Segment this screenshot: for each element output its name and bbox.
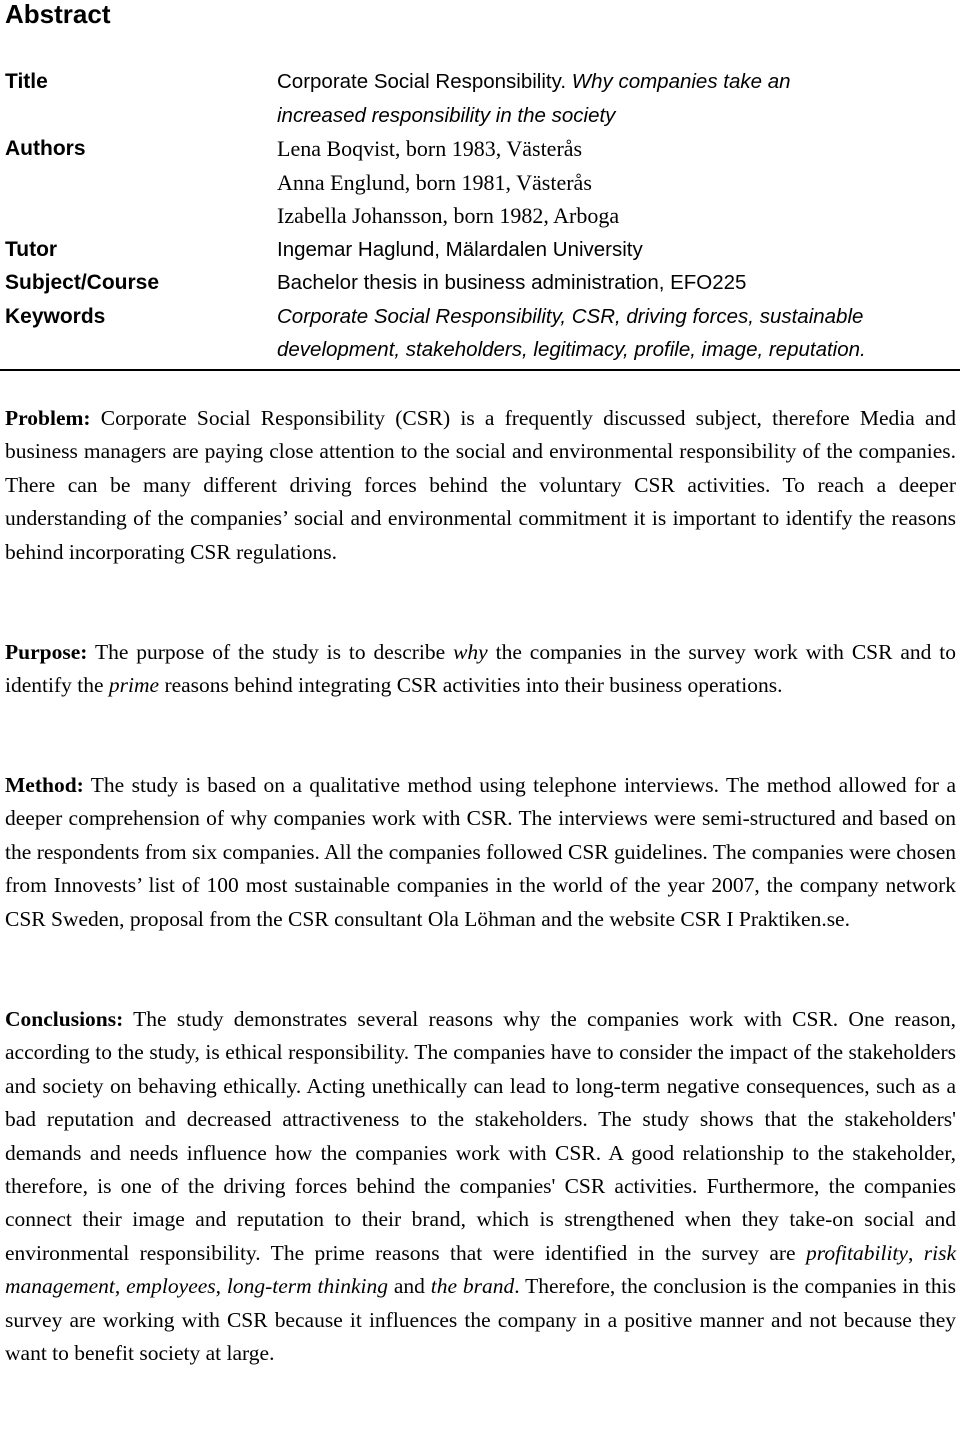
method-paragraph xyxy=(5,769,956,936)
conclusions-paragraph xyxy=(5,1003,956,1370)
conclusions-text: . Therefore, the conclusion is the companies in this survey are working with CSR because it influences the company in a positive manner and not because they want to benefit society at large. xyxy=(5,1274,956,1366)
purpose-text: the companies in the survey work with CSR and to identify the xyxy=(5,640,957,698)
authors-row xyxy=(5,132,955,233)
authors-list xyxy=(277,132,955,233)
conclusions-text: and xyxy=(393,1274,425,1299)
subject-value: Bachelor thesis in business administration, EFO225 xyxy=(277,271,747,294)
title-main: Corporate Social Responsibility. xyxy=(277,70,567,93)
title-subtitle-line-2: increased responsibility in the society xyxy=(277,103,616,127)
keywords-row xyxy=(5,300,955,367)
conclusions-emphasis: profitability xyxy=(806,1240,908,1265)
title-row xyxy=(5,65,955,132)
problem-text: Corporate Social Responsibility (CSR) is a frequently discussed subject, therefore Media and business managers are paying close attention to the social and environmental responsibility of the companies. There can be many different driving forces behind the voluntary CSR activities. To reach a deeper understanding of the companies’ social and environmental commitment it is important to identify the reasons behind incorporating CSR regulations. xyxy=(5,406,956,564)
subject-label: Subject/Course xyxy=(5,271,160,294)
title-value xyxy=(277,65,955,132)
purpose-emphasis: why xyxy=(453,640,488,664)
method-label: Method: xyxy=(5,773,84,797)
purpose-emphasis: prime xyxy=(108,673,160,698)
keywords-label: Keywords xyxy=(5,304,106,328)
tutor-value: Ingemar Haglund, Mälardalen University xyxy=(277,237,643,261)
conclusions-emphasis: long-term thinking xyxy=(226,1274,389,1299)
problem-label: Problem: xyxy=(5,406,91,430)
author: Izabella Johansson, born 1982, Arboga xyxy=(277,203,620,228)
tutor-label: Tutor xyxy=(5,237,58,261)
title-subtitle-line-1: Why companies take an xyxy=(571,70,791,93)
tutor-row xyxy=(5,233,955,267)
comma: , xyxy=(114,1274,121,1299)
metadata-table xyxy=(5,65,955,367)
method-text: The study is based on a qualitative method using telephone interviews. The method allowed for a deeper comprehension of why companies work with CSR. The interviews were semi-structured and based on the respondents from six companies. All the companies followed CSR guidelines. The companies were chosen from Innovests’ list of 100 most sustainable companies in the world of the year 2007, the company network CSR Sweden, proposal from the CSR consultant Ola Löhman and the website CSR I Praktiken.se. xyxy=(5,773,956,931)
purpose-paragraph xyxy=(5,636,956,703)
subject-row xyxy=(5,266,955,300)
comma: , xyxy=(215,1274,222,1299)
conclusions-label: Conclusions: xyxy=(5,1007,124,1031)
comma: , xyxy=(907,1240,914,1265)
purpose-text: The purpose of the study is to describe xyxy=(94,640,446,664)
purpose-text: reasons behind integrating CSR activities into their business operations. xyxy=(164,673,783,698)
conclusions-text: The study demonstrates several reasons why the companies work with CSR. One reason, according to the study, is ethical responsibility. The companies have to consider the impact of the stakeholders and society on behaving ethically. Acting unethically can lead to long-term negative consequences, such as a bad reputation and decreased attractiveness to the stakeholders. The study shows that the stakeholders' demands and needs influence how the companies work with CSR. A good relationship to the stakeholder, therefore, is one of the driving forces behind the companies' CSR activities. Furthermore, the companies connect their image and reputation to their brand, which is strengthened when they take-on social and environmental responsibility. The prime reasons that were identified in the survey are xyxy=(5,1007,956,1265)
authors-label: Authors xyxy=(5,137,86,160)
keywords-line-2: development, stakeholders, legitimacy, profile, image, reputation. xyxy=(277,338,866,361)
section-divider xyxy=(0,369,960,371)
page-heading: Abstract xyxy=(5,0,111,29)
conclusions-emphasis: risk management xyxy=(5,1240,957,1299)
conclusions-emphasis: the brand xyxy=(430,1274,515,1299)
problem-paragraph xyxy=(5,402,956,569)
conclusions-emphasis: employees xyxy=(126,1274,216,1299)
keywords-line-1: Corporate Social Responsibility, CSR, driving forces, sustainable xyxy=(277,304,864,328)
author: Anna Englund, born 1981, Västerås xyxy=(277,169,592,195)
purpose-label: Purpose: xyxy=(5,640,88,664)
keywords-value xyxy=(277,300,955,367)
title-label: Title xyxy=(5,70,48,93)
author: Lena Boqvist, born 1983, Västerås xyxy=(277,136,583,161)
